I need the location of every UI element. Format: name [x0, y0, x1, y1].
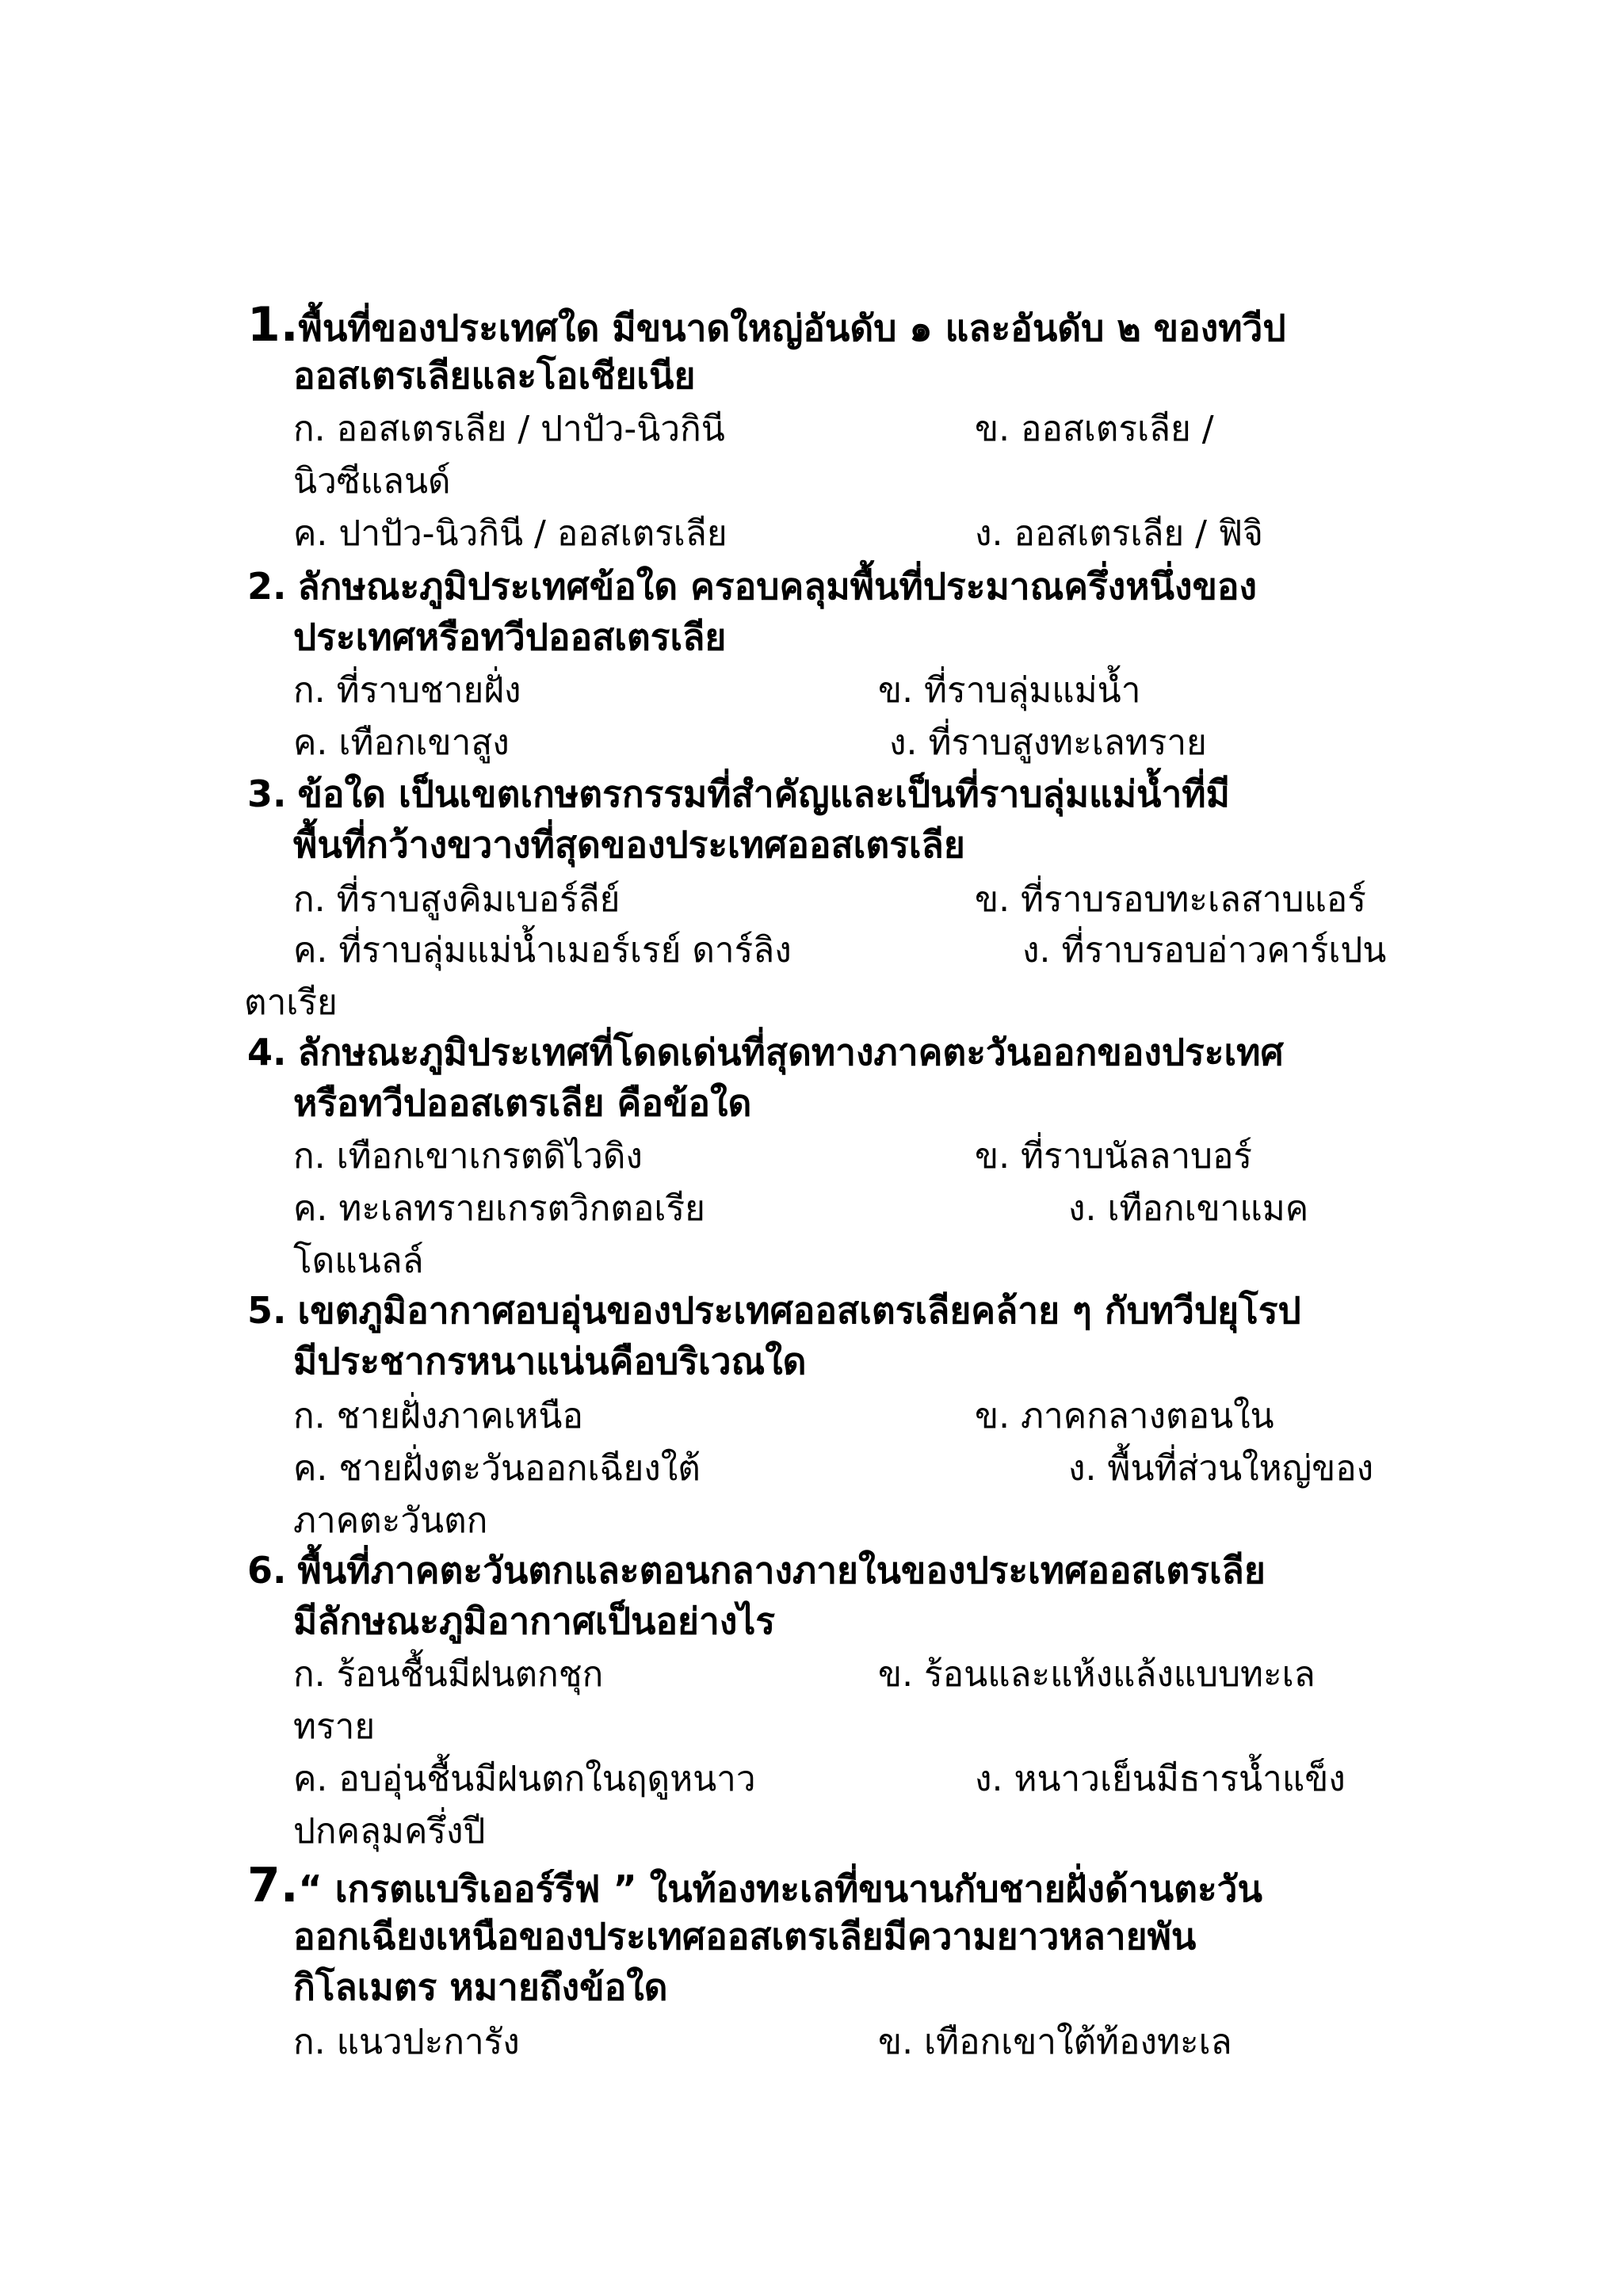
- question-1-option-d: ง. ออสเตรเลีย / ฟิจิ: [975, 513, 1263, 554]
- question-text: พื้นที่ของประเทศใด มีขนาดใหญ่อันดับ ๑ และอันดับ ๒ ของทวีป: [298, 307, 1286, 349]
- question-number: 7.: [247, 1858, 299, 1913]
- question-2-option-b: ข. ที่ราบลุ่มแม่น้ำ: [878, 670, 1141, 711]
- question-5-option-b: ข. ภาคกลางตอนใน: [975, 1396, 1274, 1436]
- question-text: เขตภูมิอากาศอบอุ่นของประเทศออสเตรเลียคล้าย ๆ กับทวีปยุโรป: [297, 1289, 1301, 1332]
- question-5-option-d-continued: ภาคตะวันตก: [293, 1501, 488, 1541]
- question-5-option-d: ง. พื้นที่ส่วนใหญ่ของ: [1068, 1448, 1374, 1489]
- question-1-option-a: ก. ออสเตรเลีย / ปาปัว-นิวกินี: [293, 409, 725, 449]
- question-3-option-c: ค. ที่ราบลุ่มแม่น้ำเมอร์เรย์ ดาร์ลิง: [293, 930, 792, 971]
- question-3-option-d: ง. ที่ราบรอบอ่าวคาร์เปน: [1022, 930, 1387, 971]
- question-4-option-d-continued: โดแนลล์: [293, 1241, 424, 1281]
- question-number: 2.: [247, 565, 287, 608]
- question-6-option-d-continued: ปกคลุมครึ่งปี: [293, 1811, 486, 1852]
- question-6-option-b: ข. ร้อนและแห้งแล้งแบบทะเล: [878, 1654, 1316, 1695]
- question-4-option-b: ข. ที่ราบนัลลาบอร์: [975, 1136, 1253, 1177]
- question-3-option-b: ข. ที่ราบรอบทะเลสาบแอร์: [975, 879, 1366, 920]
- question-4-option-c: ค. ทะเลทรายเกรตวิกตอเรีย: [293, 1188, 705, 1229]
- question-5-option-c: ค. ชายฝั่งตะวันออกเฉียงใต้: [293, 1448, 701, 1489]
- question-text: พื้นที่ภาคตะวันตกและตอนกลางภายในของประเทศออสเตรเลีย: [297, 1549, 1266, 1592]
- question-1-option-c: ค. ปาปัว-นิวกินี / ออสเตรเลีย: [293, 513, 727, 554]
- question-1-option-b-continued: นิวซีแลนด์: [293, 461, 451, 502]
- question-text: ลักษณะภูมิประเทศที่โดดเด่นที่สุดทางภาคตะวันออกของประเทศ: [297, 1031, 1284, 1074]
- question-3-stem-line-1: [247, 769, 1230, 821]
- question-number: 3.: [247, 772, 287, 815]
- question-2-option-c: ค. เทือกเขาสูง: [293, 723, 510, 763]
- question-4-stem-line-1: [247, 1027, 1284, 1079]
- question-1-stem-line-2: ออสเตรเลียและโอเชียเนีย: [293, 354, 696, 397]
- question-5-stem-line-2: มีประชากรหนาแน่นคือบริเวณใด: [293, 1340, 807, 1383]
- question-1-option-b: ข. ออสเตรเลีย /: [975, 409, 1214, 449]
- question-number: 5.: [247, 1289, 287, 1332]
- question-6-stem-line-2: มีลักษณะภูมิอากาศเป็นอย่างไร: [293, 1600, 776, 1642]
- question-3-stem-line-2: พื้นที่กว้างขวางที่สุดของประเทศออสเตรเลีย: [293, 823, 965, 866]
- question-7-stem-line-2: ออกเฉียงเหนือของประเทศออสเตรเลียมีความยาวหลายพัน: [293, 1915, 1197, 1958]
- question-6-option-c: ค. อบอุ่นชื้นมีฝนตกในฤดูหนาว: [293, 1759, 756, 1799]
- question-7-option-b: ข. เทือกเขาใต้ท้องทะเล: [878, 2022, 1232, 2062]
- question-4-option-d: ง. เทือกเขาแมค: [1068, 1188, 1309, 1229]
- question-7-stem-line-1: [247, 1860, 1262, 1916]
- question-5-option-a: ก. ชายฝั่งภาคเหนือ: [293, 1396, 583, 1436]
- question-4-stem-line-2: หรือทวีปออสเตรเลีย คือข้อใด: [293, 1081, 752, 1124]
- question-3-option-d-continued: ตาเรีย: [244, 982, 338, 1023]
- question-2-stem-line-2: ประเทศหรือทวีปออสเตรเลีย: [293, 616, 727, 658]
- question-7-option-a: ก. แนวปะการัง: [293, 2022, 520, 2062]
- question-text: ข้อใด เป็นเขตเกษตรกรรมที่สำคัญและเป็นที่ราบลุ่มแม่น้ำที่มี: [297, 772, 1230, 815]
- question-6-option-a: ก. ร้อนชื้นมีฝนตกชุก: [293, 1654, 604, 1695]
- question-text: ลักษณะภูมิประเทศข้อใด ครอบคลุมพื้นที่ประมาณครึ่งหนึ่งของ: [297, 565, 1257, 608]
- question-text: “ เกรตแบริเออร์รีฟ ” ในท้องทะเลที่ขนานกับชายฝั่งด้านตะวัน: [298, 1867, 1262, 1910]
- question-number: 4.: [247, 1031, 287, 1074]
- question-6-stem-line-1: [247, 1545, 1266, 1597]
- question-6-option-b-continued: ทราย: [293, 1707, 376, 1747]
- question-4-option-a: ก. เทือกเขาเกรตดิไวดิง: [293, 1136, 643, 1177]
- question-number: 1.: [247, 297, 299, 353]
- question-number: 6.: [247, 1549, 287, 1592]
- question-2-stem-line-1: [247, 561, 1257, 613]
- question-5-stem-line-1: [247, 1285, 1301, 1337]
- question-1-stem-line-1: [247, 299, 1286, 355]
- question-6-option-d: ง. หนาวเย็นมีธารน้ำแข็ง: [975, 1759, 1346, 1799]
- question-2-option-a: ก. ที่ราบชายฝั่ง: [293, 670, 521, 711]
- question-3-option-a: ก. ที่ราบสูงคิมเบอร์ลีย์: [293, 879, 621, 920]
- question-2-option-d: ง. ที่ราบสูงทะเลทราย: [889, 723, 1207, 763]
- question-7-stem-line-3: กิโลเมตร หมายถึงข้อใด: [293, 1966, 668, 2008]
